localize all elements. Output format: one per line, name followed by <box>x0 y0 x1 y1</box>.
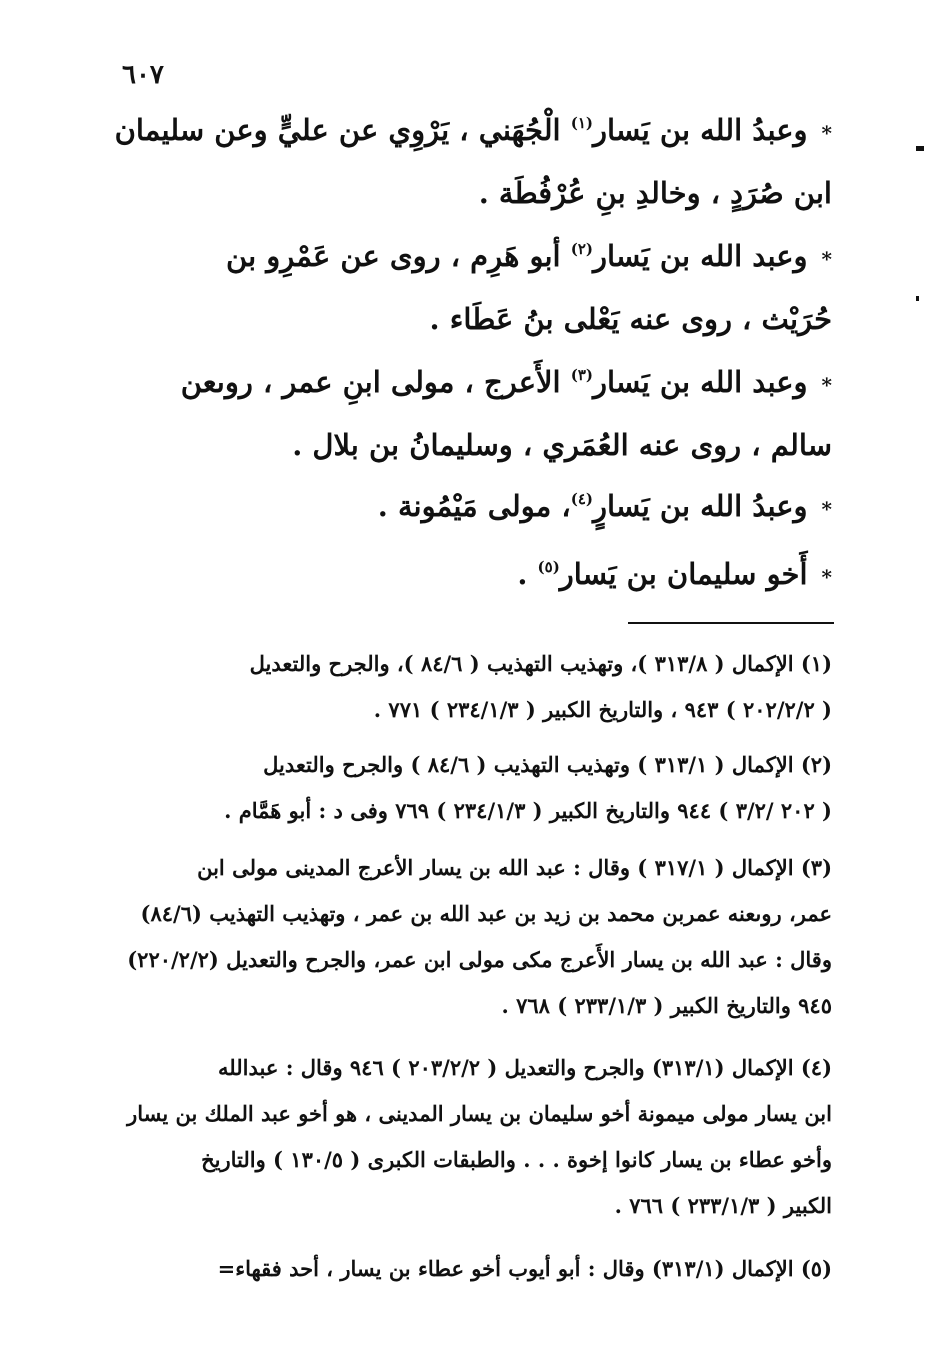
footnote-5 <box>108 1246 832 1292</box>
footnote-line: وقال : عبد الله بن يسار الأَعرج مكى مولى ابن عمر، والجرح والتعديل (٢٢٠/٢/٢) <box>127 947 832 972</box>
footnote-line: ( ٢٠٢/٢/٢ ) ٩٤٣ ، والتاريخ الكبير ( ٢٣٤/١/٣ ) ٧٧١ . <box>373 697 832 722</box>
margin-mark <box>916 296 919 301</box>
footnote-line: وأخو عطاء بن يسار كانوا إخوة . . . والطبقات الكبرى ( ١٣٠/٥ ) والتاريخ <box>201 1147 832 1172</box>
footnote-line: الكبير ( ٢٣٣/١/٣ ) ٧٦٦ . <box>614 1193 832 1218</box>
entry-line: *وعبدُ الله بن يَسار$^{(١)}$ الْجُهَني ، يَرْوِي عن عليٍّ وعن سليمان <box>114 113 832 147</box>
footnote-line: عمر، روىعنه عمربن محمد بن زيد بن عبد الله بن عمر ، وتهذيب التهذيب (٨٤/٦) <box>140 901 832 926</box>
footnote-line: (٣) الإكمال ( ٣١٧/١ ) وقال : عبد الله بن يسار الأعرج المدينى مولى ابن <box>197 855 832 880</box>
footnote-1 <box>108 641 832 733</box>
footnote-line: (٥) الإكمال (٣١٣/١) وقال : أبو أيوب أخو عطاء بن يسار ، أحد فقهاء= <box>217 1256 832 1281</box>
footnote-line: (١) الإكمال ( ٣١٣/٨ )، وتهذيب التهذيب ( ٨٤/٦ )، والجرح والتعديل <box>249 651 832 676</box>
footnote-ref: (٤) <box>570 490 593 508</box>
entry-3 <box>110 352 832 475</box>
footnote-line: ٩٤٥ والتاريخ الكبير ( ٢٣٣/١/٣ ) ٧٦٨ . <box>501 993 832 1018</box>
entry-line: *وعبد الله بن يَسار$^{(٣)}$ الأَعرج ، مولى ابنِ عمر ، روىعن <box>180 365 832 399</box>
footnote-ref: (٣) <box>570 366 593 384</box>
bullet-marker: * <box>821 247 832 271</box>
entry-line: *وعبد الله بن يَسار$^{(٢)}$ أبو هَرِم ، روى عن عَمْرِو بن <box>226 239 832 273</box>
footnote-4 <box>108 1045 832 1229</box>
entry-line: حُرَيْث ، روى عنه يَعْلى بنُ عَطَاء . <box>429 302 832 336</box>
bullet-marker: * <box>821 121 832 145</box>
footnote-2 <box>108 742 832 834</box>
entry-line: ابن صُرَدٍ ، وخالدِ بنِ عُرْفُطَة . <box>478 176 832 210</box>
entry-line: *وعبدُ الله بن يَسارٍ$^{(٤)}$، مولى مَيْمُونة . <box>377 489 832 523</box>
entry-5 <box>110 544 832 607</box>
entry-4 <box>110 476 832 539</box>
margin-mark <box>916 146 924 151</box>
footnote-line: (٤) الإكمال (٣١٣/١) والجرح والتعديل ( ٢٠٣/٢/٢ ) ٩٤٦ وقال : عبدالله <box>218 1055 832 1080</box>
footnote-ref: (٢) <box>570 240 593 258</box>
bullet-marker: * <box>821 373 832 397</box>
footnote-separator <box>628 622 834 624</box>
footnote-ref: (٥) <box>537 558 560 576</box>
footnote-3 <box>108 845 832 1029</box>
page-number: ٦٠٧ <box>122 60 164 90</box>
entry-2 <box>110 226 832 349</box>
footnote-ref: (١) <box>570 114 593 132</box>
bullet-marker: * <box>821 565 832 589</box>
footnote-line: ابن يسار مولى ميمونة أخو سليمان بن يسار المدينى ، هو أخو عبد الملك بن يسار <box>127 1101 832 1126</box>
footnote-line: ( ٢٠٢ /٣/٢ ) ٩٤٤ والتاريخ الكبير ( ٢٣٤/١/٣ ) ٧٦٩ وفى د : أبو هَمَّام . <box>224 798 832 823</box>
bullet-marker: * <box>821 497 832 521</box>
entry-line: *أَخو سليمان بن يَسار$^{(٥)}$ . <box>517 557 832 591</box>
entry-line: سالم ، روى عنه العُمَري ، وسليمانُ بن بلال . <box>292 428 832 462</box>
footnote-line: (٢) الإكمال ( ٣١٣/١ ) وتهذيب التهذيب ( ٨٤/٦ ) والجرح والتعديل <box>263 752 832 777</box>
entry-1 <box>110 100 832 223</box>
